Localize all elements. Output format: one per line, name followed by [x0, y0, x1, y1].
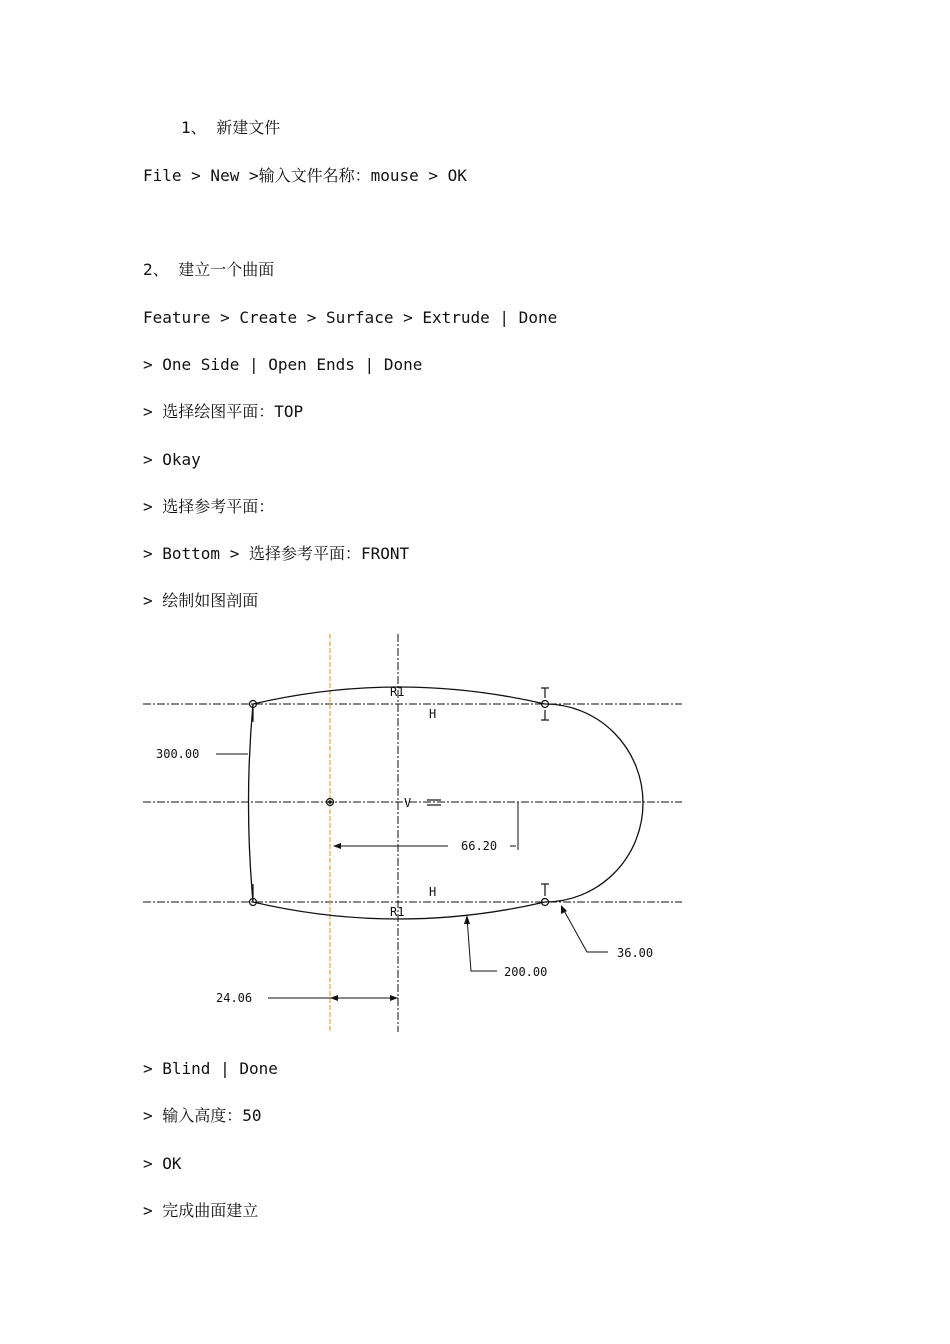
horizontal-centerlines — [143, 704, 682, 902]
step2-command-2: > One Side | Open Ends | Done — [143, 355, 423, 374]
step2-command-1: Feature > Create > Surface > Extrude | Done — [143, 308, 558, 327]
step1-command: File > New >输入文件名称：mouse > OK — [143, 166, 467, 185]
step2-command-4: > Okay — [143, 450, 201, 469]
r1-bottom-marker: R1 — [390, 905, 405, 919]
v-marker: V — [404, 796, 412, 810]
dimension-200-label: 200.00 — [504, 965, 548, 979]
step2-command-5: > 选择参考平面： — [143, 497, 275, 516]
step2-command-7: > 绘制如图剖面 — [143, 591, 259, 610]
step2-after-1: > Blind | Done — [143, 1059, 278, 1078]
dimension-24-arrow-left — [330, 995, 338, 1001]
dimension-200-arrow — [464, 915, 470, 924]
dimension-36-arrow — [561, 905, 567, 914]
dimension-300-label: 300.00 — [156, 747, 200, 761]
dimension-36-label: 36.00 — [617, 946, 654, 960]
step1-heading: 1、 新建文件 — [181, 118, 281, 137]
step2-after-4: > 完成曲面建立 — [143, 1201, 259, 1220]
step2-heading: 2、 建立一个曲面 — [143, 260, 275, 279]
dimension-36 — [562, 907, 608, 952]
dimension-24-label: 24.06 — [216, 991, 253, 1005]
dimension-66-label: 66.20 — [461, 839, 498, 853]
sketch-profile — [249, 687, 644, 919]
step2-after-2: > 输入高度：50 — [143, 1106, 262, 1125]
dimension-66-arrow — [333, 843, 341, 849]
dimension-24-arrow-right — [390, 995, 398, 1001]
h-top-marker: H — [429, 707, 437, 721]
step2-command-6: > Bottom > 选择参考平面：FRONT — [143, 544, 410, 563]
step2-command-3: > 选择绘图平面：TOP — [143, 402, 304, 421]
section-sketch-figure — [140, 630, 685, 1035]
vertex-points — [250, 701, 549, 906]
dimension-200 — [467, 918, 497, 971]
constraint-ticks — [253, 688, 549, 898]
r1-top-marker: R1 — [390, 685, 405, 699]
h-bottom-marker: H — [429, 885, 437, 899]
step2-after-3: > OK — [143, 1154, 182, 1173]
